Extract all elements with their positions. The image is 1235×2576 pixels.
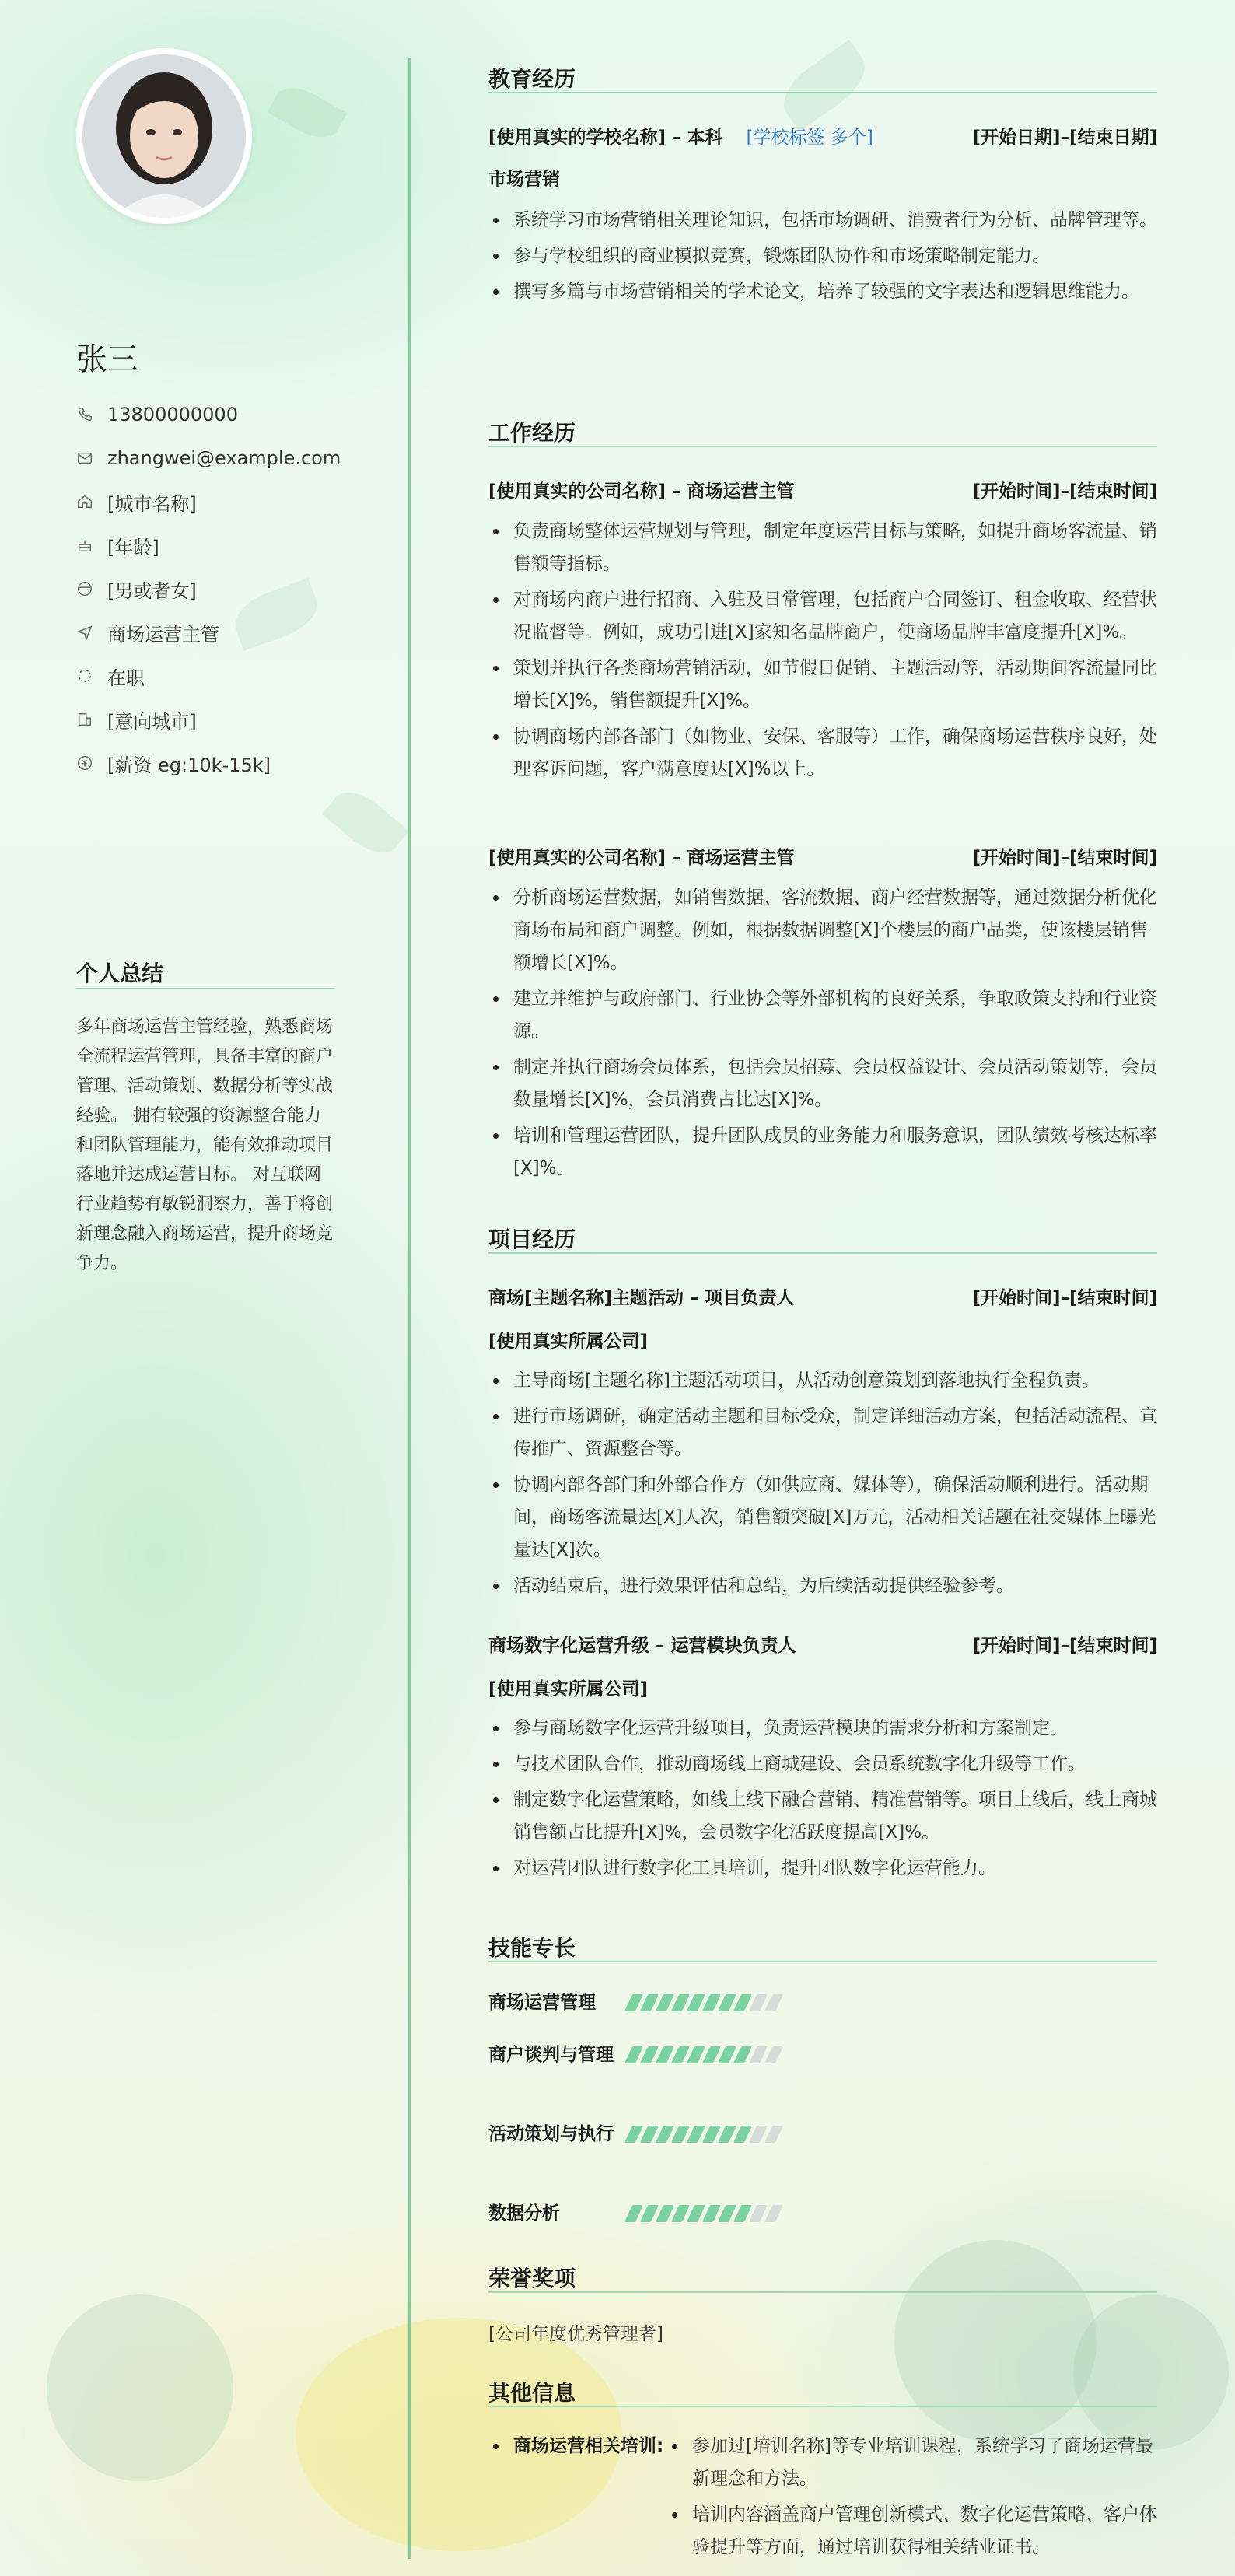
info-target-city	[76, 698, 341, 741]
other-divider	[488, 2406, 1157, 2407]
job-date: [开始时间]–[结束时间]	[972, 481, 1157, 502]
list-item: 系统学习市场营销相关理论知识，包括市场调研、消费者行为分析、品牌管理等。	[488, 204, 1157, 236]
status-text: 在职	[107, 667, 145, 689]
project-1-header	[488, 1283, 1157, 1309]
education-date: [开始日期]–[结束日期]	[972, 128, 1157, 148]
skill-segment-empty	[764, 2046, 783, 2063]
email-text[interactable]: zhangwei@example.com	[107, 447, 341, 469]
skill-row	[488, 2198, 877, 2229]
job-title: [使用真实的公司名称] – 商场运营主管	[488, 481, 795, 502]
project-title: 商场[主题名称]主题活动 – 项目负责人	[488, 1288, 795, 1308]
phone-text[interactable]: 13800000000	[107, 404, 238, 425]
skill-name: 数据分析	[488, 2203, 560, 2224]
list-item: 撰写多篇与市场营销相关的学术论文，培养了较强的文字表达和逻辑思维能力。	[488, 275, 1157, 308]
info-salary	[76, 741, 341, 785]
background-leaf-decoration	[773, 40, 876, 131]
education-divider	[488, 92, 1157, 93]
sidebar	[0, 0, 408, 2576]
project-company: [使用真实所属公司]	[488, 1332, 649, 1352]
city-text: [城市名称]	[107, 492, 197, 515]
list-item: 对商场内商户进行招商、入驻及日常管理，包括商户合同签订、租金收取、经营状况监督等。例如，成功引进[X]家知名品牌商户，使商场品牌丰富度提升[X]%。	[488, 583, 1157, 649]
skill-level-bar	[628, 2205, 779, 2222]
other-row	[488, 2430, 1157, 2567]
list-item: 制定数字化运营策略，如线上线下融合营销、精准营销等。项目上线后，线上商城销售额占比提升[X]%，会员数字化活跃度提高[X]%。	[488, 1783, 1157, 1849]
education-section-title: 教育经历	[488, 66, 576, 92]
job-date: [开始时间]–[结束时间]	[972, 848, 1157, 868]
info-phone	[76, 393, 341, 436]
skill-level-bar	[628, 2126, 779, 2143]
other-bullets	[667, 2430, 1157, 2567]
work-job-1-header	[488, 477, 1157, 502]
skill-name: 活动策划与执行	[488, 2124, 614, 2144]
project-2-header	[488, 1631, 1157, 1657]
education-header	[488, 123, 1157, 149]
skills-divider	[488, 1961, 1157, 1962]
work-job-2-header	[488, 843, 1157, 869]
list-item: 进行市场调研，确定活动主题和目标受众，制定详细活动方案，包括活动流程、宣传推广、资源整合等。	[488, 1400, 1157, 1465]
list-item: 主导商场[主题名称]主题活动项目，从活动创意策划到落地执行全程负责。	[488, 1364, 1157, 1397]
skills-section-title: 技能专长	[488, 1935, 576, 1961]
skill-name: 商户谈判与管理	[488, 2045, 614, 2065]
phone-icon	[76, 406, 93, 423]
project-title: 商场数字化运营升级 – 运营模块负责人	[488, 1636, 796, 1656]
list-item: 分析商场运营数据，如销售数据、客流数据、商户经营数据等，通过数据分析优化商场布局和商户调整。例如，根据数据调整[X]个楼层的商户品类，使该楼层销售额增长[X]%。	[488, 881, 1157, 979]
money-icon	[76, 754, 93, 772]
list-item: 负责商场整体运营规划与管理，制定年度运营目标与策略，如提升商场客流量、销售额等指标。	[488, 515, 1157, 580]
skill-name: 商场运营管理	[488, 1993, 596, 2013]
project-1-bullets	[488, 1364, 1157, 1605]
school-name: [使用真实的学校名称] – 本科	[488, 128, 723, 148]
work-job-1-bullets	[488, 515, 1157, 789]
list-item: 培训和管理运营团队，提升团队成员的业务能力和服务意识，团队绩效考核达标率[X]%。	[488, 1119, 1157, 1185]
list-item: 对运营团队进行数字化工具培训，提升团队数字化运营能力。	[488, 1852, 1157, 1885]
skill-row	[488, 1987, 877, 2018]
projects-section-title: 项目经历	[488, 1227, 576, 1252]
cake-icon	[76, 537, 93, 554]
list-item: 活动结束后，进行效果评估和总结，为后续活动提供经验参考。	[488, 1570, 1157, 1602]
skill-segment-empty	[764, 2126, 783, 2143]
skill-level-bar	[628, 1994, 779, 2011]
skill-segment-empty	[764, 1994, 783, 2011]
skill-row	[488, 2039, 877, 2070]
avatar-portrait-icon	[82, 54, 246, 218]
home-icon	[76, 493, 93, 510]
work-section-title: 工作经历	[488, 420, 576, 446]
list-item: 参与商场数字化运营升级项目，负责运营模块的需求分析和方案制定。	[488, 1712, 1157, 1745]
list-item: 协调内部各部门和外部合作方（如供应商、媒体等），确保活动顺利进行。活动期间，商场客流量达[X]人次，销售额突破[X]万元，活动相关话题在社交媒体上曝光量达[X]次。	[488, 1468, 1157, 1566]
other-info	[488, 2430, 1157, 2567]
contact-info-list	[76, 393, 341, 785]
user-face-icon	[76, 580, 93, 597]
mail-icon	[76, 450, 93, 467]
honor-item: [公司年度优秀管理者]	[488, 2324, 663, 2344]
vertical-divider	[408, 58, 411, 2559]
summary-title: 个人总结	[76, 961, 164, 986]
project-2-bullets	[488, 1712, 1157, 1888]
project-date: [开始时间]–[结束时间]	[972, 1288, 1157, 1308]
position-text: 商场运营主管	[107, 623, 219, 646]
job-title: [使用真实的公司名称] – 商场运营主管	[488, 848, 795, 868]
status-icon	[76, 667, 93, 684]
honors-section-title: 荣誉奖项	[488, 2266, 576, 2291]
list-item: 策划并执行各类商场营销活动，如节假日促销、主题活动等，活动期间客流量同比增长[X]%，销售额提升[X]%。	[488, 652, 1157, 717]
gender-text: [男或者女]	[107, 579, 197, 602]
other-section-title: 其他信息	[488, 2380, 576, 2406]
info-position	[76, 611, 341, 654]
list-item: 制定并执行商场会员体系，包括会员招募、会员权益设计、会员活动策划等，会员数量增长[X]%，会员消费占比达[X]%。	[488, 1051, 1157, 1116]
info-status	[76, 654, 341, 698]
background-tree-decoration	[1073, 2294, 1229, 2450]
avatar	[76, 48, 252, 224]
salary-text: [薪资 eg:10k-15k]	[107, 754, 271, 776]
list-item: 与技术团队合作，推动商场线上商城建设、会员系统数字化升级等工作。	[488, 1748, 1157, 1780]
info-age	[76, 523, 341, 567]
list-item: 协调商场内部各部门（如物业、安保、客服等）工作，确保商场运营秩序良好，处理客诉问题，客户满意度达[X]%以上。	[488, 720, 1157, 786]
school-tag[interactable]: [学校标签 多个]	[746, 128, 873, 148]
building-icon	[76, 711, 93, 728]
candidate-name: 张三	[76, 341, 138, 377]
list-item: 参加过[培训名称]等专业培训课程，系统学习了商场运营最新理念和方法。	[667, 2430, 1157, 2495]
info-city	[76, 480, 341, 523]
work-job-2-bullets	[488, 881, 1157, 1188]
age-text: [年龄]	[107, 536, 159, 558]
list-item: 培训内容涵盖商户管理创新模式、数字化运营策略、客户体验提升等方面，通过培训获得相关结业证书。	[667, 2498, 1157, 2564]
info-email	[76, 436, 341, 480]
skill-segment-empty	[764, 2205, 783, 2222]
project-company: [使用真实所属公司]	[488, 1679, 649, 1699]
background-tree-decoration	[894, 2240, 1097, 2442]
education-bullets	[488, 204, 1157, 311]
send-icon	[76, 624, 93, 641]
skill-level-bar	[628, 2046, 779, 2063]
project-date: [开始时间]–[结束时间]	[972, 1636, 1157, 1656]
honors-divider	[488, 2291, 1157, 2293]
summary-divider	[76, 988, 334, 989]
other-label: 商场运营相关培训:	[488, 2430, 667, 2567]
summary-text: 多年商场运营主管经验，熟悉商场全流程运营管理，具备丰富的商户管理、活动策划、数据分析等实战经验。 拥有较强的资源整合能力和团队管理能力，能有效推动项目落地并达成运营目标。 对互联网行业趋势有敏锐洞察力，善于将创新理念融入商场运营，提升商场竞争力。	[76, 1017, 334, 1273]
education-major: 市场营销	[488, 170, 560, 190]
target-city-text: [意向城市]	[107, 710, 197, 733]
list-item: 参与学校组织的商业模拟竞赛，锻炼团队协作和市场策略制定能力。	[488, 240, 1157, 272]
info-gender	[76, 567, 341, 611]
list-item: 建立并维护与政府部门、行业协会等外部机构的良好关系，争取政策支持和行业资源。	[488, 982, 1157, 1048]
skill-row	[488, 2119, 877, 2150]
work-divider	[488, 446, 1157, 447]
projects-divider	[488, 1252, 1157, 1254]
